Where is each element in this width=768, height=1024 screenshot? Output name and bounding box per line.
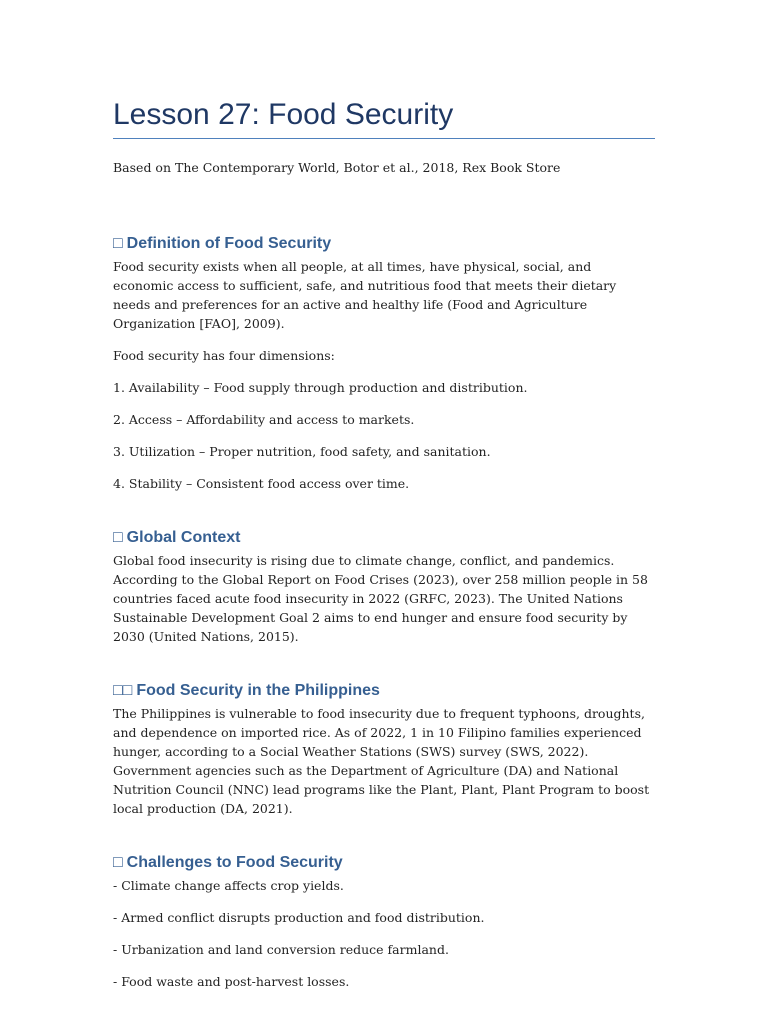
section-heading-challenges (113, 852, 655, 874)
paragraph: Food security exists when all people, at all times, have physical, social, and economic access to sufficient, safe, and nutritious food that meets their dietary needs and preferences for an active and healthy life (Food and Agriculture Organization [FAO], 2009). (113, 259, 617, 331)
section-global-context (113, 527, 655, 646)
document-page (113, 96, 655, 991)
list-item: 1. Availability – Food supply through production and distribution. (113, 380, 528, 395)
section-heading-definition (113, 233, 655, 255)
placeholder-icon: □ (113, 235, 123, 252)
list-item: 4. Stability – Consistent food access over time. (113, 476, 410, 491)
section-heading-philippines (113, 680, 655, 702)
section-challenges (113, 852, 655, 991)
section-heading-text: Definition of Food Security (126, 235, 332, 252)
source-citation: Based on The Contemporary World, Botor et al., 2018, Rex Book Store (113, 160, 561, 175)
list-item: - Urbanization and land conversion reduce farmland. (113, 942, 449, 957)
paragraph: Global food insecurity is rising due to climate change, conflict, and pandemics. According to the Global Report on Food Crises (2023), over 258 million people in 58 countries faced acute food insecurity in 2022 (GRFC, 2023). The United Nations Sustainable Development Goal 2 aims to end hunger and ensure food security by 2030 (United Nations, 2015). (113, 553, 648, 644)
list-item: - Armed conflict disrupts production and food distribution. (113, 910, 485, 925)
section-definition (113, 233, 655, 493)
page-title: Lesson 27: Food Security (113, 96, 655, 139)
placeholder-icon: □ (113, 854, 123, 871)
section-heading-text: Food Security in the Philippines (136, 682, 380, 699)
section-heading-text: Global Context (126, 529, 241, 546)
section-heading-text: Challenges to Food Security (126, 854, 343, 871)
list-item: 3. Utilization – Proper nutrition, food safety, and sanitation. (113, 444, 491, 459)
section-heading-global-context (113, 527, 655, 549)
paragraph: Food security has four dimensions: (113, 348, 335, 363)
placeholder-icon: □□ (113, 682, 133, 699)
placeholder-icon: □ (113, 529, 123, 546)
list-item: - Climate change affects crop yields. (113, 878, 344, 893)
list-item: 2. Access – Affordability and access to markets. (113, 412, 415, 427)
list-item: - Food waste and post-harvest losses. (113, 974, 350, 989)
paragraph: The Philippines is vulnerable to food insecurity due to frequent typhoons, droughts, and dependence on imported rice. As of 2022, 1 in 10 Filipino families experienced hunger, according to a Social Weather Stations (SWS) survey (SWS, 2022). Government agencies such as the Department of Agriculture (DA) and National Nutrition Council (NNC) lead programs like the Plant, Plant, Plant Program to boost local production (DA, 2021). (113, 706, 650, 816)
section-philippines (113, 680, 655, 818)
